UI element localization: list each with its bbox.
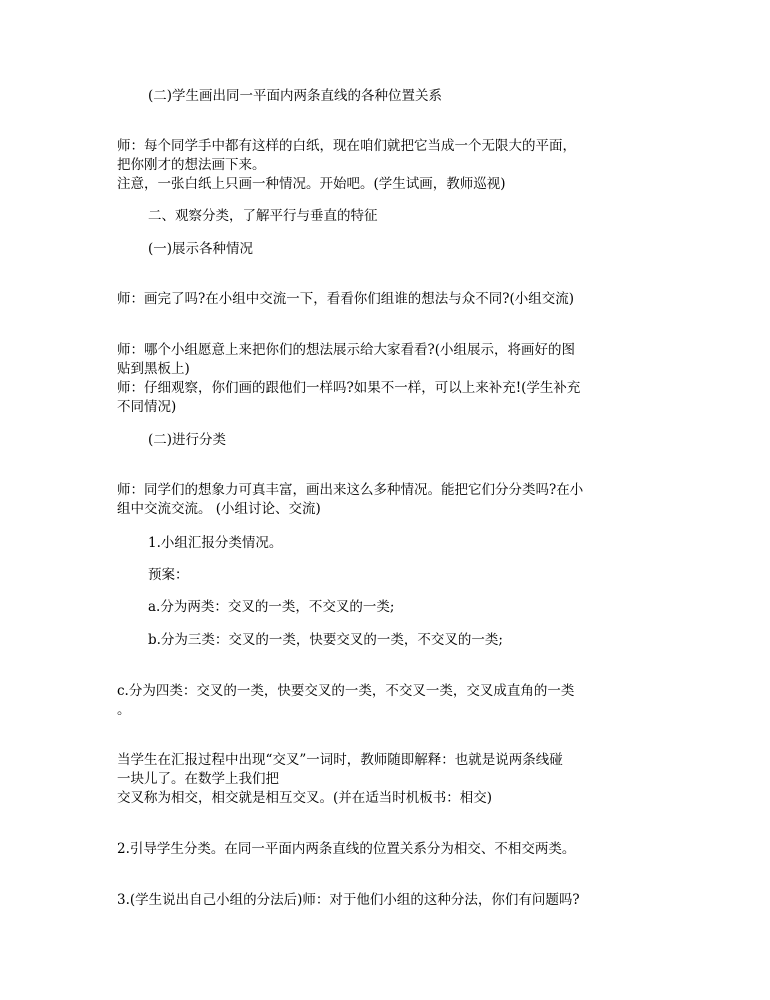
subheading-2b: (二)进行分类 xyxy=(148,432,227,448)
subheading-1: (一)展示各种情况 xyxy=(148,241,254,257)
text-line: 注意，一张白纸上只画一种情况。开始吧。(学生试画，教师巡视) xyxy=(117,176,506,192)
text-line: 师：哪个小组愿意上来把你们的想法展示给大家看看?(小组展示，将画好的图 xyxy=(117,342,576,358)
list-item: 1.小组汇报分类情况。 xyxy=(148,535,283,551)
text-line: 当学生在汇报过程中出现“交叉”一词时，教师随即解释：也就是说两条线碰 xyxy=(117,752,563,768)
text-line: 贴到黑板上) xyxy=(117,361,190,377)
text-line: 师：每个同学手中都有这样的白纸，现在咱们就把它当成一个无限大的平面， xyxy=(117,138,576,154)
list-item: 2.引导学生分类。在同一平面内两条直线的位置关系分为相交、不相交两类。 xyxy=(117,841,576,857)
list-item: a.分为两类：交叉的一类，不交叉的一类; xyxy=(148,599,395,615)
text-line: 组中交流交流。 (小组讨论、交流) xyxy=(117,501,321,517)
list-item: c.分为四类：交叉的一类，快要交叉的一类，不交叉一类，交叉成直角的一类 xyxy=(117,683,575,699)
section-heading-2: 二、观察分类，了解平行与垂直的特征 xyxy=(148,208,378,224)
text-line: 预案： xyxy=(148,567,189,583)
text-line: 师：同学们的想象力可真丰富，画出来这么多种情况。能把它们分分类吗?在小 xyxy=(117,482,584,498)
list-item: b.分为三类：交叉的一类，快要交叉的一类，不交叉的一类; xyxy=(148,632,503,648)
text-line: 不同情况) xyxy=(117,399,177,415)
list-item: 3.(学生说出自己小组的分法后)师：对于他们小组的这种分法，你们有问题吗? xyxy=(117,892,580,908)
text-line: 一块儿了。在数学上我们把 xyxy=(117,771,279,787)
text-line: 师：仔细观察，你们画的跟他们一样吗?如果不一样，可以上来补充!(学生补充 xyxy=(117,380,581,396)
text-line: 交叉称为相交，相交就是相互交叉。(并在适当时机板书：相交) xyxy=(117,790,493,806)
text-line: 把你刚才的想法画下来。 xyxy=(117,157,266,173)
text-line: 师：画完了吗?在小组中交流一下，看看你们组谁的想法与众不同?(小组交流) xyxy=(117,291,575,307)
text-line: 。 xyxy=(117,702,131,718)
subheading-2: (二)学生画出同一平面内两条直线的各种位置关系 xyxy=(148,88,443,104)
